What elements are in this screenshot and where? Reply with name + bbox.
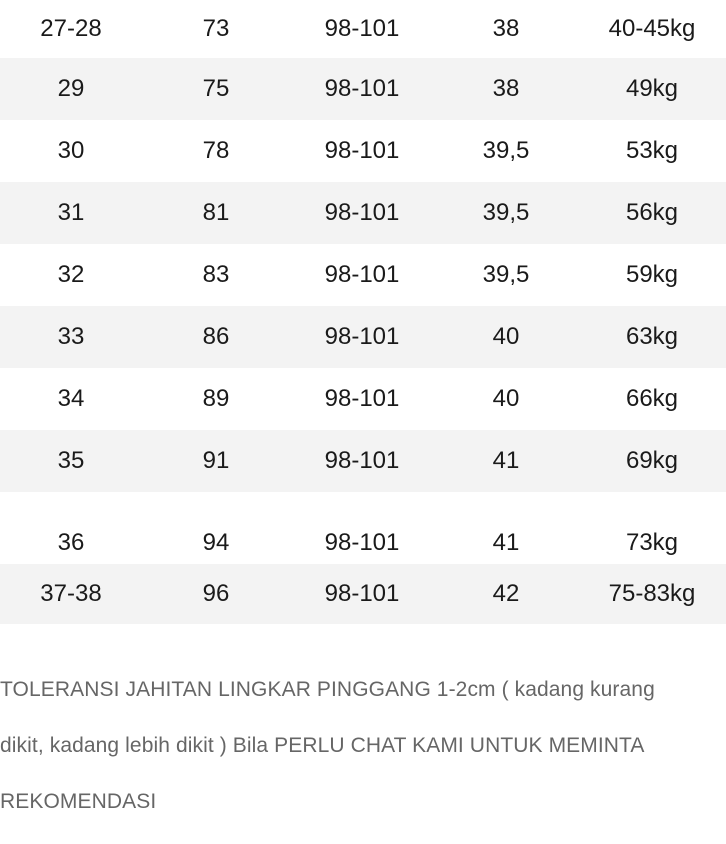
length-cell: 40: [492, 323, 520, 350]
weight-cell: 69kg: [625, 447, 679, 474]
tolerance-note: [0, 648, 726, 844]
hip-cell: 98-101: [324, 137, 400, 164]
hip-cell: 98-101: [324, 199, 400, 226]
weight-cell: 73kg: [625, 529, 679, 556]
tolerance-note-line: dikit, kadang lebih dikit ) Bila PERLU CHAT KAMI UNTUK MEMINTA: [0, 734, 645, 757]
size-cell: 33: [57, 323, 85, 350]
table-row: [0, 120, 726, 182]
size-cell: 37-38: [40, 580, 102, 607]
size-cell: 32: [57, 261, 85, 288]
hip-cell: 98-101: [324, 580, 400, 607]
weight-cell: 49kg: [625, 75, 679, 102]
waist-cell: 73: [202, 15, 230, 42]
table-row: [0, 368, 726, 430]
waist-cell: 78: [202, 137, 230, 164]
waist-cell: 89: [202, 385, 230, 412]
length-cell: 42: [492, 580, 520, 607]
length-cell: 38: [492, 15, 520, 42]
length-cell: 41: [492, 447, 520, 474]
table-row: [0, 492, 726, 564]
size-cell: 30: [57, 137, 85, 164]
table-row: [0, 306, 726, 368]
waist-cell: 94: [202, 529, 230, 556]
length-cell: 39,5: [482, 199, 530, 226]
weight-cell: 56kg: [625, 199, 679, 226]
table-row: [0, 58, 726, 120]
waist-cell: 83: [202, 261, 230, 288]
weight-cell: 66kg: [625, 385, 679, 412]
size-cell: 35: [57, 447, 85, 474]
weight-cell: 40-45kg: [608, 15, 696, 42]
waist-cell: 91: [202, 447, 230, 474]
hip-cell: 98-101: [324, 385, 400, 412]
length-cell: 39,5: [482, 137, 530, 164]
tolerance-note-line: TOLERANSI JAHITAN LINGKAR PINGGANG 1-2cm ( kadang kurang: [0, 678, 655, 701]
table-row: [0, 0, 726, 58]
table-row: [0, 182, 726, 244]
hip-cell: 98-101: [324, 75, 400, 102]
hip-cell: 98-101: [324, 447, 400, 474]
table-row: [0, 430, 726, 492]
weight-cell: 59kg: [625, 261, 679, 288]
length-cell: 38: [492, 75, 520, 102]
weight-cell: 53kg: [625, 137, 679, 164]
length-cell: 40: [492, 385, 520, 412]
hip-cell: 98-101: [324, 323, 400, 350]
size-cell: 31: [57, 199, 85, 226]
weight-cell: 63kg: [625, 323, 679, 350]
size-cell: 36: [57, 529, 85, 556]
table-row: [0, 564, 726, 624]
waist-cell: 86: [202, 323, 230, 350]
size-cell: 27-28: [40, 15, 102, 42]
waist-cell: 81: [202, 199, 230, 226]
size-cell: 34: [57, 385, 85, 412]
hip-cell: 98-101: [324, 15, 400, 42]
length-cell: 41: [492, 529, 520, 556]
hip-cell: 98-101: [324, 529, 400, 556]
length-cell: 39,5: [482, 261, 530, 288]
waist-cell: 96: [202, 580, 230, 607]
table-row: [0, 244, 726, 306]
tolerance-note-line: REKOMENDASI: [0, 790, 157, 813]
hip-cell: 98-101: [324, 261, 400, 288]
size-cell: 29: [57, 75, 85, 102]
weight-cell: 75-83kg: [608, 580, 696, 607]
waist-cell: 75: [202, 75, 230, 102]
